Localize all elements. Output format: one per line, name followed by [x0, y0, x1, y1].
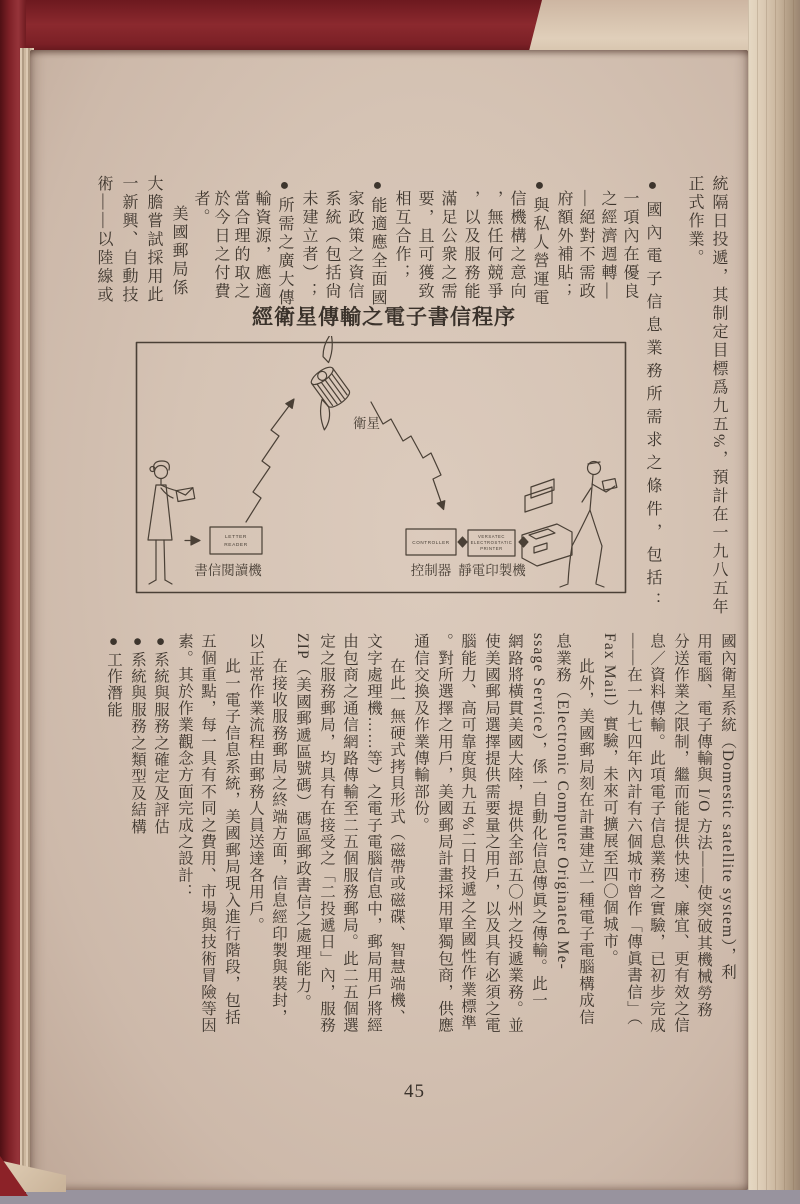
vertical-text-column: 此一電子信息系統，美國郵局現入進行階段，包括 — [223, 658, 240, 1026]
letter-reader-label-en-2: READER — [224, 543, 248, 548]
vertical-text-column: 網路將橫貫美國大陸，提供全部五〇州之投遞業務。並 — [506, 633, 523, 1034]
vertical-text-column: 以正常作業流程由郵務人員送達各用戶。 — [247, 633, 264, 934]
downlink-signal-icon — [371, 402, 441, 502]
vertical-text-column: 腦能力、高可靠度與九五%二日投遞之全國性作業標準 — [459, 633, 476, 1032]
printer-output-drawing — [522, 479, 572, 566]
letter-envelope-icon — [176, 488, 195, 502]
page-edges-right — [748, 0, 800, 1190]
vertical-text-column: 正式作業。 — [686, 175, 703, 268]
arrow-diamond-icon — [458, 537, 467, 547]
vertical-text-column: 於今日之付費 — [212, 190, 229, 301]
vertical-text-column: 相互合作； — [393, 190, 410, 283]
vertical-text-column: 通信交換及作業傳輸部份。 — [412, 633, 429, 834]
page-number: 45 — [404, 1081, 425, 1102]
vertical-text-column: ●系統與服務之確定及評估 — [152, 633, 169, 835]
vertical-text-column: 滿足公衆之需 — [439, 190, 456, 301]
diagram-border — [137, 343, 626, 593]
vertical-text-column: 家政策之資信 — [346, 190, 363, 301]
vertical-text-column: ，無任何競爭 — [485, 190, 502, 301]
vertical-text-column: ——在一九七四年內計有六個城市曾作「傳眞書信」（ — [625, 633, 642, 1027]
vertical-text-column: ssage Service），係一自動化信息傳眞之傳輸。此一 — [530, 633, 547, 1009]
satellite-label: 衛星 — [353, 416, 380, 431]
uplink-signal-icon — [246, 406, 289, 522]
vertical-text-column: 息／資料傳輸。此項電子信息業務之實驗，已初步完成 — [648, 633, 665, 1034]
vertical-text-column: 當合理的取之 — [232, 190, 249, 301]
vertical-text-column: 未建立者）； — [300, 190, 317, 301]
vertical-text-column: 在此一無硬式拷貝形式（磁帶或磁碟、智慧端機、 — [388, 658, 405, 1026]
vertical-text-column: Fax Mail）實驗，未來可擴展至四〇個城市。 — [601, 633, 618, 967]
vertical-text-column: 信機構之意向 — [508, 190, 525, 301]
vertical-text-column: ●國內電子信息業務所需求之條件，包括： — [644, 177, 661, 615]
vertical-text-column: 在接收服務郵局之終端方面，信息經印製與裝封， — [270, 658, 287, 1026]
vertical-text-column: 統隔日投遞，其制定目標爲九五%，預計在一九八五年 — [710, 175, 727, 617]
vertical-text-column: 五個重點，每一具有不同之費用、市場與技術冒險等因 — [199, 633, 216, 1034]
vertical-text-column: ●與私人營運電 — [531, 177, 548, 308]
vertical-text-column: 國內衛星系統（Domestic satellite system），利 — [719, 633, 736, 981]
printer-label-en-1: VERSATEC — [477, 534, 506, 539]
vertical-text-column: ZIP（美國郵遞區號碼）碼區郵政書信之處理能力。 — [294, 633, 311, 1011]
printer-label-en-2: ELECTROSTATIC — [470, 540, 513, 545]
vertical-text-column: 使美國郵局選擇提供需要量之用戶，以及具有必須之電 — [483, 633, 500, 1034]
vertical-text-column: 術——以陸線或 — [95, 175, 112, 305]
vertical-text-column: 之經濟週轉— — [599, 190, 616, 301]
vertical-text-column: 大膽嘗試採用此 — [145, 175, 162, 305]
letter-reader-label-en-1: LETTER — [225, 535, 247, 540]
vertical-text-column: 文字處理機……等）之電子電腦信息中，郵局用戶將經 — [365, 633, 382, 1034]
vertical-text-column: ●系統與服務之類型及結構 — [129, 633, 146, 835]
vertical-text-column: —絕對不需政 — [577, 190, 594, 301]
arrow-right-icon — [191, 536, 200, 545]
vertical-text-column: 一項內在優良 — [621, 190, 638, 301]
diagram-caption: 經衛星傳輸之電子書信程序 — [252, 305, 516, 329]
vertical-text-column: 。對所選擇之用戶，美國郵局計畫採用單獨包商，供應 — [436, 633, 453, 1034]
vertical-text-column: 此外，美國郵局刻在計畫建立一種電子電腦構成信 — [577, 658, 594, 1026]
letter-reader-box — [210, 527, 262, 554]
vertical-text-column: 美國郵局係 — [170, 205, 187, 298]
letter-reader-label-zh: 書信閱讀機 — [194, 563, 262, 578]
vertical-text-column: 用電腦、電子傳輸與 I/O 方法——使突破其機械勞務 — [695, 633, 712, 1019]
vertical-text-column: 者。 — [192, 190, 209, 227]
vertical-text-column: 輸資源，應適 — [253, 190, 270, 301]
vertical-text-column: ，以及服務能 — [462, 190, 479, 301]
vertical-text-column: 分送作業之限制，繼而能提供快速、廉宜、更有效之信 — [672, 633, 689, 1034]
vertical-text-column: ●工作潛能 — [105, 633, 122, 718]
vertical-text-column: 定之服務郵局，均具有在接受之「二投遞日」內，服務 — [318, 633, 335, 1034]
controller-label-zh: 控制器 — [410, 563, 452, 578]
arrow-diamond-icon — [519, 537, 528, 547]
vertical-text-column: 一新興、自動技 — [120, 175, 137, 305]
vertical-text-column: ●所需之廣大傳 — [276, 177, 293, 308]
vertical-text-column: 府額外補貼； — [555, 190, 572, 301]
satellite-mail-diagram — [125, 336, 629, 598]
printer-label-zh: 靜電印製機 — [458, 563, 526, 578]
vertical-text-column: ●能適應全面國 — [369, 177, 386, 308]
controller-label-en: CONTROLLER — [412, 540, 450, 545]
vertical-text-column: 息業務（Electronic Computer Originated Me- — [554, 633, 571, 971]
vertical-text-column: 由包商之通信網路傳輸至二五個服務郵局。此二五個選 — [341, 633, 358, 1034]
printer-label-en-3: PRINTER — [480, 546, 503, 551]
vertical-text-column: 素。其於作業觀念方面完成之設計： — [176, 633, 193, 901]
vertical-text-column: 系統（包括尙 — [323, 190, 340, 301]
mail-carrier-figure — [560, 462, 617, 588]
vertical-text-column: 要，且可獲致 — [416, 190, 433, 301]
mail-sender-figure — [148, 461, 195, 584]
